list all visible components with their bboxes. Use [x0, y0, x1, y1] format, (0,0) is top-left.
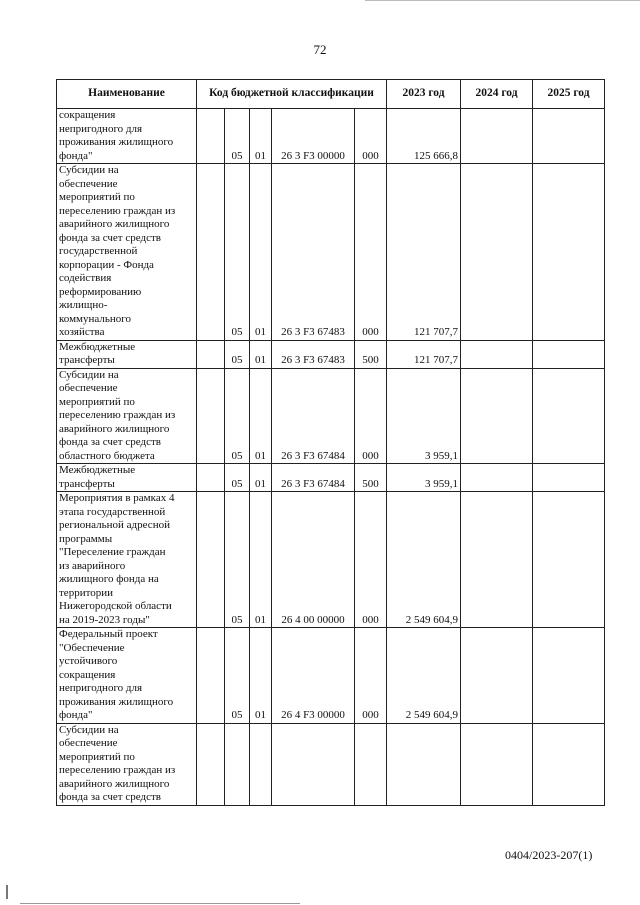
row-name-line: мероприятий по — [59, 191, 135, 203]
row-code-blank — [197, 109, 225, 164]
row-name-line: фонда" — [59, 709, 93, 721]
row-target-article: 26 3 F3 67484 — [272, 464, 355, 492]
header-2025: 2025 год — [533, 80, 605, 109]
row-name — [57, 164, 197, 341]
row-name-line: жилищного фонда на — [59, 573, 159, 585]
row-name-line: Межбюджетные — [59, 340, 136, 353]
row-value-2023: 125 666,8 — [387, 109, 461, 164]
table-row — [57, 340, 605, 368]
row-name-line: фонда за счет средств — [59, 791, 161, 803]
budget-table — [56, 79, 605, 806]
header-2024: 2024 год — [461, 80, 533, 109]
row-name-line: Нижегородской области — [59, 600, 172, 612]
row-name-line: непригодного для — [59, 122, 143, 135]
row-value-2024 — [461, 723, 533, 805]
row-subsection — [250, 723, 272, 805]
row-name-line: реформированию — [59, 285, 142, 298]
row-name-line: Субсидии на — [59, 723, 119, 736]
row-name-line: коммунального — [59, 312, 131, 325]
row-name-line: обеспечение — [59, 737, 118, 749]
table-row — [57, 464, 605, 492]
row-value-2025 — [533, 723, 605, 805]
row-value-2024 — [461, 628, 533, 724]
row-name-line: из аварийного — [59, 559, 126, 572]
table-row — [57, 164, 605, 341]
row-expense-type: 000 — [355, 368, 387, 464]
row-name-line: территории — [59, 586, 114, 599]
row-value-2023: 121 707,7 — [387, 340, 461, 368]
row-target-article: 26 3 F3 67484 — [272, 368, 355, 464]
row-name-line: содействия — [59, 272, 112, 284]
row-name-line: мероприятий по — [59, 750, 135, 763]
row-code-blank — [197, 164, 225, 341]
row-value-2023 — [387, 723, 461, 805]
row-name-line: аварийного жилищного — [59, 777, 170, 790]
row-target-article: 26 4 00 00000 — [272, 492, 355, 628]
row-name-line: региональной адресной — [59, 519, 170, 531]
row-target-article: 26 3 F3 00000 — [272, 109, 355, 164]
row-name-line: фонда" — [59, 149, 93, 162]
row-name-line: фонда за счет средств — [59, 436, 161, 448]
row-code-blank — [197, 368, 225, 464]
row-value-2024 — [461, 340, 533, 368]
scan-mark — [6, 885, 8, 899]
row-section: 05 — [225, 492, 250, 628]
row-name-line: "Обеспечение — [59, 641, 125, 654]
row-section: 05 — [225, 628, 250, 724]
row-value-2025 — [533, 368, 605, 464]
row-subsection: 01 — [250, 368, 272, 464]
row-name-line: областного бюджета — [59, 449, 155, 462]
row-value-2025 — [533, 628, 605, 724]
row-name-line: сокращения — [59, 109, 116, 121]
row-name-line: проживания жилищного — [59, 136, 174, 148]
row-code-blank — [197, 492, 225, 628]
row-subsection: 01 — [250, 109, 272, 164]
row-section: 05 — [225, 340, 250, 368]
row-value-2025 — [533, 109, 605, 164]
row-section: 05 — [225, 368, 250, 464]
row-name — [57, 340, 197, 368]
row-expense-type — [355, 723, 387, 805]
row-value-2025 — [533, 340, 605, 368]
row-subsection: 01 — [250, 164, 272, 341]
row-expense-type: 000 — [355, 109, 387, 164]
row-value-2023: 2 549 604,9 — [387, 628, 461, 724]
row-value-2024 — [461, 109, 533, 164]
row-name-line: "Переселение граждан — [59, 546, 166, 558]
row-code-blank — [197, 628, 225, 724]
table-row — [57, 628, 605, 724]
row-value-2025 — [533, 464, 605, 492]
table-row — [57, 109, 605, 164]
row-value-2023: 121 707,7 — [387, 164, 461, 341]
row-name-line: Межбюджетные — [59, 464, 136, 476]
row-name — [57, 368, 197, 464]
row-value-2023: 3 959,1 — [387, 368, 461, 464]
row-value-2023: 3 959,1 — [387, 464, 461, 492]
row-value-2024 — [461, 492, 533, 628]
row-value-2024 — [461, 368, 533, 464]
header-code: Код бюджетной классификации — [197, 80, 387, 109]
row-section — [225, 723, 250, 805]
row-name-line: переселению граждан из — [59, 204, 176, 217]
row-name — [57, 628, 197, 724]
row-expense-type: 500 — [355, 340, 387, 368]
row-code-blank — [197, 464, 225, 492]
row-name-line: Субсидии на — [59, 164, 119, 176]
row-name-line: Мероприятия в рамках 4 — [59, 492, 175, 504]
row-name — [57, 723, 197, 805]
table-header-row — [57, 80, 605, 109]
row-name-line: обеспечение — [59, 177, 118, 190]
row-section: 05 — [225, 164, 250, 341]
row-value-2023: 2 549 604,9 — [387, 492, 461, 628]
row-name-line: аварийного жилищного — [59, 218, 170, 230]
row-target-article: 26 3 F3 67483 — [272, 164, 355, 341]
row-name-line: жилищно- — [59, 299, 108, 311]
row-section: 05 — [225, 464, 250, 492]
row-value-2025 — [533, 164, 605, 341]
scan-edge-bottom — [20, 903, 300, 904]
row-subsection: 01 — [250, 628, 272, 724]
row-name-line: сокращения — [59, 668, 116, 681]
row-name-line: корпорации - Фонда — [59, 258, 154, 271]
row-expense-type: 000 — [355, 164, 387, 341]
row-name-line: аварийного жилищного — [59, 422, 170, 435]
row-name-line: хозяйства — [59, 326, 105, 338]
row-target-article — [272, 723, 355, 805]
page-number: 72 — [313, 42, 327, 57]
row-name-line: фонда за счет средств — [59, 231, 161, 244]
row-code-blank — [197, 340, 225, 368]
row-target-article: 26 3 F3 67483 — [272, 340, 355, 368]
row-name-line: трансферты — [59, 477, 115, 490]
row-name-line: Субсидии на — [59, 368, 119, 381]
row-name-line: государственной — [59, 245, 138, 257]
row-code-blank — [197, 723, 225, 805]
row-name-line: Федеральный проект — [59, 628, 158, 640]
row-target-article: 26 4 F3 00000 — [272, 628, 355, 724]
row-subsection: 01 — [250, 340, 272, 368]
row-name — [57, 109, 197, 164]
row-name-line: этапа государственной — [59, 505, 166, 518]
scan-edge-top — [365, 0, 640, 1]
row-value-2025 — [533, 492, 605, 628]
row-name-line: на 2019-2023 годы" — [59, 613, 150, 626]
row-section: 05 — [225, 109, 250, 164]
row-name-line: трансферты — [59, 354, 115, 366]
row-subsection: 01 — [250, 464, 272, 492]
header-2023: 2023 год — [387, 80, 461, 109]
row-name-line: переселению граждан из — [59, 764, 176, 776]
row-name-line: непригодного для — [59, 682, 143, 694]
table-row — [57, 492, 605, 628]
table-row — [57, 368, 605, 464]
row-expense-type: 500 — [355, 464, 387, 492]
row-name-line: обеспечение — [59, 382, 118, 394]
row-value-2024 — [461, 464, 533, 492]
row-name-line: устойчивого — [59, 655, 118, 667]
document-code: 0404/2023-207(1) — [505, 848, 593, 862]
row-name-line: проживания жилищного — [59, 695, 174, 708]
row-expense-type: 000 — [355, 492, 387, 628]
row-value-2024 — [461, 164, 533, 341]
header-name: Наименование — [57, 80, 197, 109]
row-name-line: мероприятий по — [59, 395, 135, 408]
row-subsection: 01 — [250, 492, 272, 628]
row-name-line: переселению граждан из — [59, 409, 176, 421]
row-name — [57, 492, 197, 628]
table-row — [57, 723, 605, 805]
row-name — [57, 464, 197, 492]
row-expense-type: 000 — [355, 628, 387, 724]
row-name-line: программы — [59, 532, 113, 545]
